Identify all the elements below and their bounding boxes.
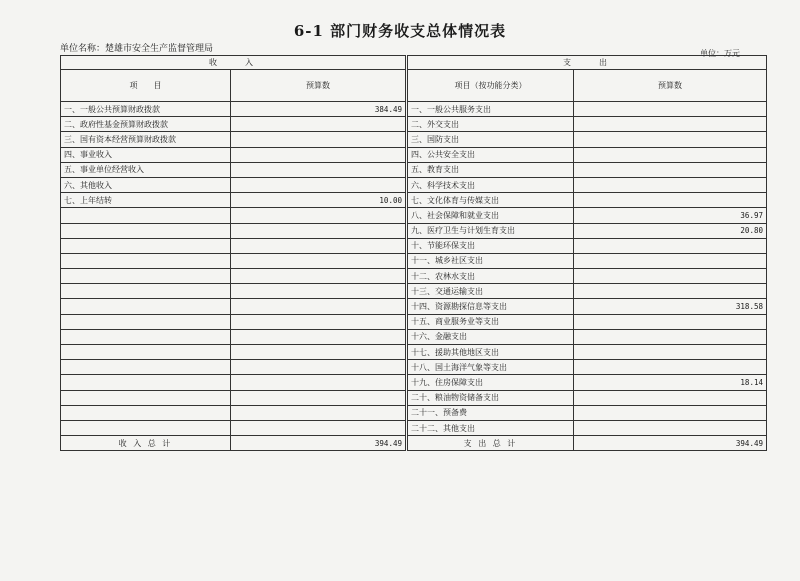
income-item-value (231, 117, 406, 132)
expense-item-value: 20.80 (574, 223, 767, 238)
expense-total-value: 394.49 (574, 436, 767, 451)
table-row (61, 314, 767, 329)
income-item-label: 六、其他收入 (61, 177, 231, 192)
income-item-value: 10.00 (231, 193, 406, 208)
expense-item-label: 六、科学技术支出 (408, 177, 574, 192)
table-row (61, 420, 767, 435)
income-item-label: 一、一般公共预算财政拨款 (61, 102, 231, 117)
income-item-value (231, 177, 406, 192)
income-item-value (231, 329, 406, 344)
expense-item-label: 十五、商业服务业等支出 (408, 314, 574, 329)
table-row (61, 162, 767, 177)
income-item-value (231, 345, 406, 360)
header-row-columns (61, 70, 767, 102)
income-item-label (61, 314, 231, 329)
expense-item-value (574, 117, 767, 132)
income-item-label (61, 269, 231, 284)
totals-row (61, 436, 767, 451)
expense-item-value: 36.97 (574, 208, 767, 223)
income-item-label (61, 238, 231, 253)
income-item-label (61, 345, 231, 360)
income-item-value (231, 238, 406, 253)
expense-item-value: 318.58 (574, 299, 767, 314)
expense-item-header: 项目（按功能分类） (408, 70, 574, 102)
expense-item-label: 二、外交支出 (408, 117, 574, 132)
income-item-label: 二、政府性基金预算财政拨款 (61, 117, 231, 132)
income-header: 收 入 (61, 56, 406, 70)
table-row (61, 269, 767, 284)
income-item-value (231, 162, 406, 177)
table-row (61, 193, 767, 208)
income-item-value (231, 208, 406, 223)
header-row-section (61, 56, 767, 70)
expense-item-value (574, 420, 767, 435)
income-item-value (231, 147, 406, 162)
table-row (61, 147, 767, 162)
expense-item-value (574, 345, 767, 360)
income-item-label (61, 375, 231, 390)
expense-item-label: 十三、交通运输支出 (408, 284, 574, 299)
income-item-value (231, 253, 406, 268)
expense-item-label: 十二、农林水支出 (408, 269, 574, 284)
expense-item-value (574, 238, 767, 253)
expense-item-value (574, 314, 767, 329)
income-item-label: 七、上年结转 (61, 193, 231, 208)
income-item-label (61, 253, 231, 268)
expense-header: 支 出 (408, 56, 767, 70)
table-row (61, 360, 767, 375)
expense-item-value (574, 102, 767, 117)
income-item-value (231, 420, 406, 435)
table-row (61, 284, 767, 299)
income-item-label (61, 208, 231, 223)
table-row (61, 299, 767, 314)
income-item-value (231, 314, 406, 329)
expense-item-label: 一、一般公共服务支出 (408, 102, 574, 117)
income-item-label: 五、事业单位经营收入 (61, 162, 231, 177)
income-item-label (61, 223, 231, 238)
expense-item-value (574, 269, 767, 284)
table-row (61, 390, 767, 405)
expense-item-label: 十九、住房保障支出 (408, 375, 574, 390)
expense-item-label: 四、公共安全支出 (408, 147, 574, 162)
expense-item-value (574, 253, 767, 268)
income-item-value (231, 405, 406, 420)
table-row (61, 117, 767, 132)
expense-item-value (574, 147, 767, 162)
income-item-value (231, 284, 406, 299)
expense-item-value (574, 405, 767, 420)
income-total-label: 收 入 总 计 (61, 436, 231, 451)
table-row (61, 102, 767, 117)
expense-item-value: 18.14 (574, 375, 767, 390)
expense-item-value (574, 360, 767, 375)
expense-item-label: 五、教育支出 (408, 162, 574, 177)
income-item-header: 项 目 (61, 70, 231, 102)
income-item-value (231, 390, 406, 405)
expense-item-label: 十一、城乡社区支出 (408, 253, 574, 268)
page-title: 6-1 部门财务收支总体情况表 (293, 22, 507, 40)
currency-unit: 单位：万元 (700, 49, 740, 58)
table-row (61, 405, 767, 420)
expense-item-value (574, 162, 767, 177)
income-item-value (231, 269, 406, 284)
expense-item-label: 十八、国土海洋气象等支出 (408, 360, 574, 375)
income-item-value (231, 375, 406, 390)
unit-name: 单位名称：楚雄市安全生产监督管理局 (60, 44, 214, 54)
table-row (61, 177, 767, 192)
table-row (61, 329, 767, 344)
expense-item-label: 十、节能环保支出 (408, 238, 574, 253)
expense-item-label: 三、国防支出 (408, 132, 574, 147)
income-item-value (231, 299, 406, 314)
expense-item-value (574, 329, 767, 344)
income-item-label (61, 329, 231, 344)
table-row (61, 132, 767, 147)
expense-item-label: 十七、援助其他地区支出 (408, 345, 574, 360)
expense-budget-header: 预算数 (574, 70, 767, 102)
income-item-label (61, 390, 231, 405)
expense-item-label: 八、社会保障和就业支出 (408, 208, 574, 223)
expense-item-value (574, 177, 767, 192)
expense-item-label: 十四、资源勘探信息等支出 (408, 299, 574, 314)
income-item-label (61, 360, 231, 375)
expense-item-label: 二十一、预备费 (408, 405, 574, 420)
expense-item-label: 二十二、其他支出 (408, 420, 574, 435)
income-item-label: 四、事业收入 (61, 147, 231, 162)
income-total-value: 394.49 (231, 436, 406, 451)
income-item-value (231, 132, 406, 147)
income-budget-header: 预算数 (231, 70, 406, 102)
table-row (61, 253, 767, 268)
expense-item-label: 二十、粮油物资储备支出 (408, 390, 574, 405)
expense-item-value (574, 284, 767, 299)
expense-item-label: 九、医疗卫生与计划生育支出 (408, 223, 574, 238)
income-item-value (231, 360, 406, 375)
table-row (61, 238, 767, 253)
income-item-label (61, 420, 231, 435)
table-row (61, 345, 767, 360)
expense-item-value (574, 390, 767, 405)
expense-total-label: 支 出 总 计 (408, 436, 574, 451)
expense-item-value (574, 132, 767, 147)
table-row (61, 375, 767, 390)
income-item-label: 三、国有资本经营预算财政拨款 (61, 132, 231, 147)
table-row (61, 208, 767, 223)
table-row (61, 223, 767, 238)
expense-item-label: 十六、金融支出 (408, 329, 574, 344)
income-item-label (61, 299, 231, 314)
income-item-label (61, 284, 231, 299)
finance-table (60, 55, 767, 451)
income-item-value (231, 223, 406, 238)
income-item-label (61, 405, 231, 420)
expense-item-value (574, 193, 767, 208)
income-item-value: 384.49 (231, 102, 406, 117)
expense-item-label: 七、文化体育与传媒支出 (408, 193, 574, 208)
